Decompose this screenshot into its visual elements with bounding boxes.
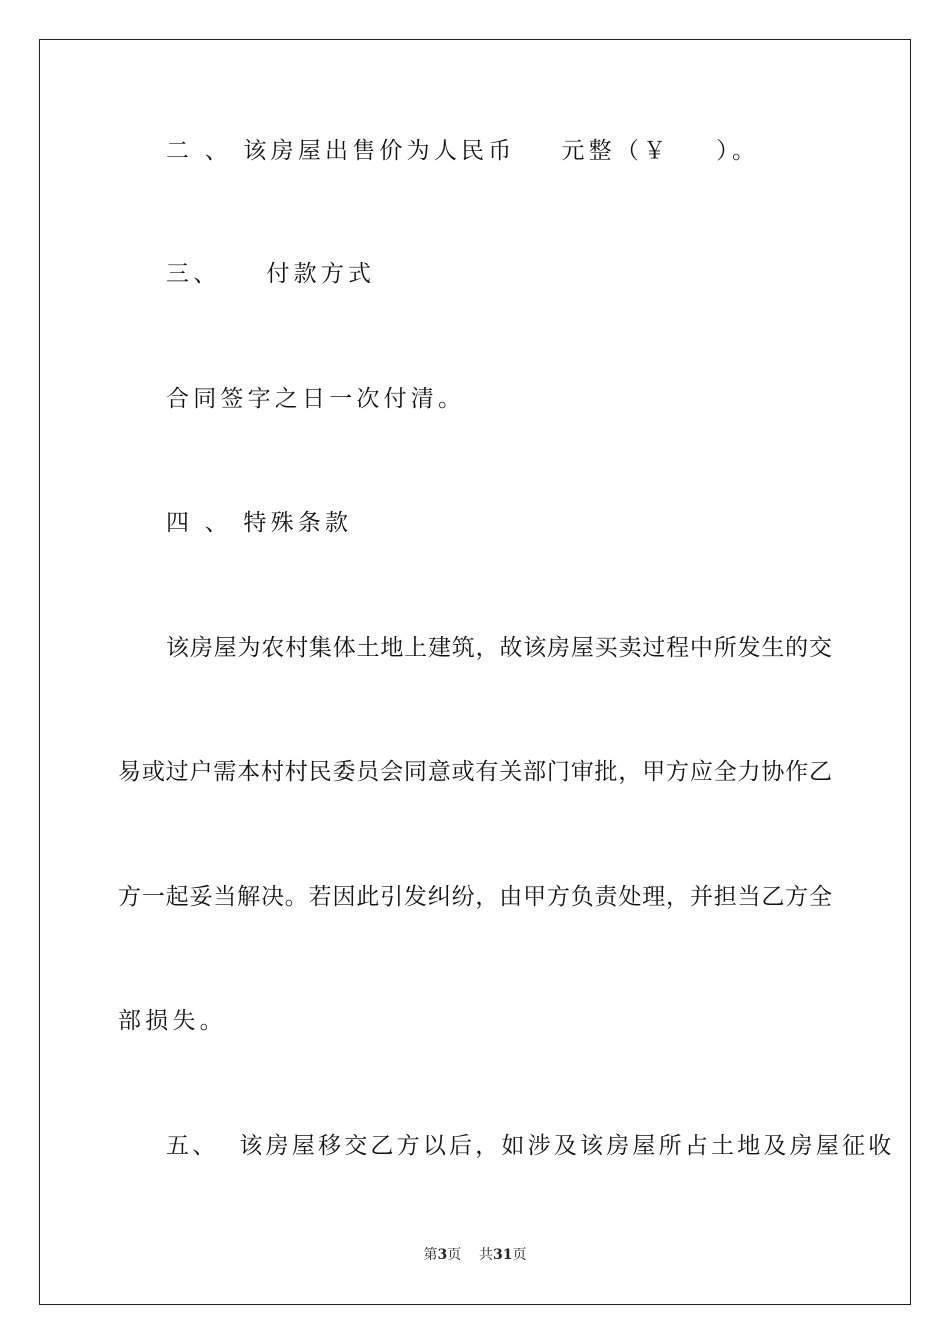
footer-total-suffix: 页 <box>512 1247 527 1263</box>
clause-four-heading: 四 、 特殊条款 <box>166 510 353 536</box>
footer-page-prefix: 第 <box>423 1247 438 1263</box>
special-terms-line-4: 部损失。 <box>118 1008 227 1034</box>
page-border <box>39 39 911 1305</box>
special-terms-line-1: 该房屋为农村集体土地上建筑，故该房屋买卖过程中所发生的交 <box>166 635 832 661</box>
special-terms-line-3: 方一起妥当解决。若因此引发纠纷，由甲方负责处理，并担当乙方全 <box>118 884 832 910</box>
clause-five-line-1: 五、 该房屋移交乙方以后，如涉及该房屋所占土地及房屋征收 <box>166 1133 895 1159</box>
footer-total-pages: 31 <box>493 1247 513 1263</box>
footer-total-prefix: 共 <box>479 1247 494 1263</box>
clause-three-heading: 三、 付款方式 <box>166 261 376 287</box>
payment-method-text: 合同签字之日一次付清。 <box>166 386 466 412</box>
page-footer <box>0 1246 950 1264</box>
special-terms-line-2: 易或过户需本村村民委员会同意或有关部门审批，甲方应全力协作乙 <box>118 759 832 785</box>
footer-page-number: 3 <box>437 1247 448 1263</box>
clause-two-price: 二 、 该房屋出售价为人民币 元整（￥ ）。 <box>166 138 760 164</box>
footer-page-suffix: 页 <box>447 1247 462 1263</box>
